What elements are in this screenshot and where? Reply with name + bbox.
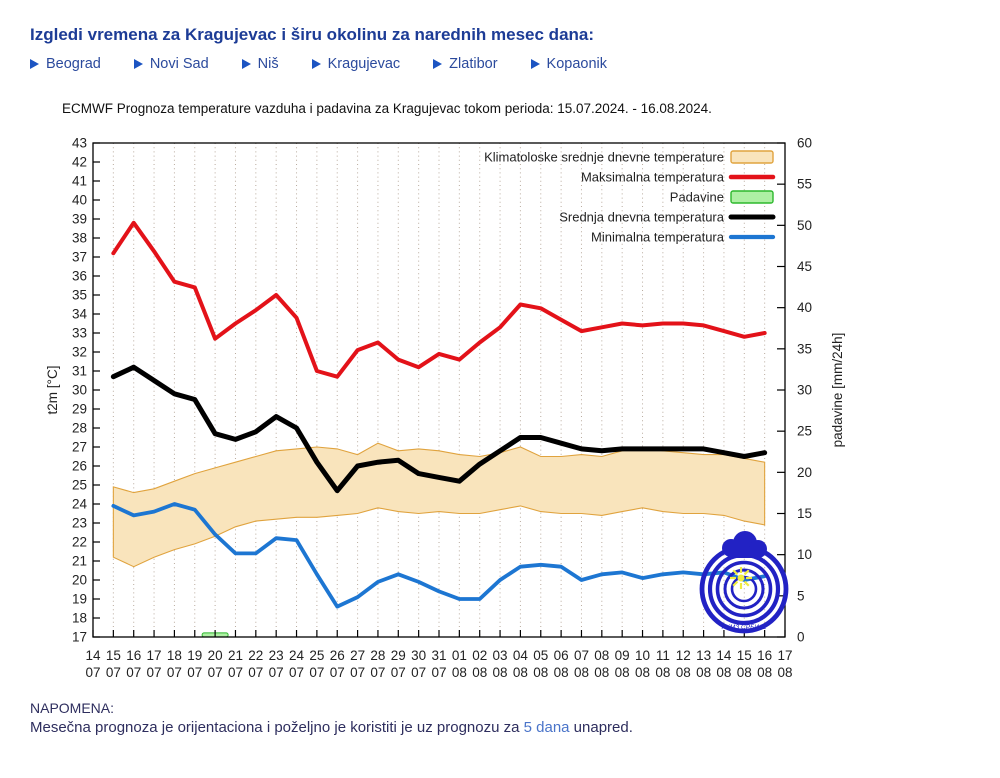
left-axis-label: 40 (71, 192, 87, 208)
x-axis-month-label: 08 (472, 665, 488, 680)
left-axis-label: 27 (71, 439, 87, 455)
x-axis-month-label: 08 (533, 665, 549, 680)
x-axis-day-label: 02 (472, 648, 488, 663)
x-axis-day-label: 27 (350, 648, 366, 663)
x-axis-day-label: 22 (248, 648, 264, 663)
x-axis-day-label: 10 (635, 648, 651, 663)
x-axis-month-label: 08 (553, 665, 569, 680)
nav-link-kragujevac[interactable] (312, 56, 401, 72)
left-axis-label: 26 (71, 458, 87, 474)
x-axis-day-label: 14 (85, 648, 101, 663)
logo-text: РХМЗ СРБИЈЕ (721, 624, 767, 631)
x-axis-day-label: 26 (329, 648, 345, 663)
climatology-band (113, 443, 764, 567)
left-axis-title: t2m [°C] (45, 365, 60, 415)
x-axis-day-label: 06 (553, 648, 569, 663)
left-axis-label: 23 (71, 515, 87, 531)
x-axis-day-label: 11 (655, 648, 670, 663)
forecast-chart-container (45, 95, 875, 695)
x-axis-month-label: 07 (289, 665, 305, 680)
left-axis-label: 17 (71, 629, 87, 645)
x-axis-month-label: 07 (85, 665, 101, 680)
note-link-5-dana[interactable]: 5 dana (523, 719, 570, 736)
left-axis-label: 41 (71, 173, 87, 189)
left-axis-label: 36 (71, 268, 87, 284)
left-axis-label: 32 (71, 344, 87, 360)
legend-label: Maksimalna temperatura (580, 169, 724, 185)
x-axis-month-label: 07 (187, 665, 203, 680)
x-axis-month-label: 08 (614, 665, 630, 680)
x-axis-day-label: 29 (390, 648, 406, 663)
left-axis-label: 31 (71, 363, 87, 379)
right-axis-label: 50 (797, 217, 813, 233)
nav-link-zlatibor[interactable] (433, 56, 497, 72)
x-axis-day-label: 07 (573, 648, 589, 663)
left-axis-label: 22 (71, 534, 87, 550)
x-axis-day-label: 25 (309, 648, 325, 663)
legend (484, 150, 773, 245)
x-axis-day-label: 15 (736, 648, 752, 663)
x-axis-month-label: 07 (227, 665, 243, 680)
right-axis-label: 15 (797, 506, 813, 521)
arrow-icon (531, 59, 540, 69)
left-axis-label: 39 (71, 211, 87, 227)
x-axis-day-label: 20 (207, 648, 223, 663)
sun-icon (730, 567, 752, 589)
x-axis-month-label: 08 (492, 665, 508, 680)
x-axis-month-label: 08 (716, 665, 732, 680)
left-axis-label: 34 (71, 306, 87, 322)
legend-box-swatch (731, 151, 773, 163)
x-axis-month-label: 07 (309, 665, 325, 680)
left-axis-label: 24 (71, 496, 87, 512)
x-axis-month-label: 07 (370, 665, 386, 680)
right-axis-label: 20 (797, 464, 813, 480)
x-axis-month-label: 07 (105, 665, 121, 680)
x-axis-month-label: 08 (757, 665, 773, 680)
x-axis-day-label: 17 (777, 648, 793, 663)
city-nav (30, 56, 607, 72)
nav-link-label: Niš (257, 56, 279, 72)
x-axis-month-label: 07 (248, 665, 264, 680)
arrow-icon (312, 59, 321, 69)
x-axis-month-label: 07 (411, 665, 427, 680)
x-axis-month-label: 07 (126, 665, 142, 680)
nav-link-nis[interactable] (242, 56, 279, 72)
x-axis-day-label: 21 (227, 648, 243, 663)
left-axis-label: 20 (71, 572, 87, 588)
left-axis-label: 30 (71, 382, 87, 398)
x-axis-month-label: 07 (390, 665, 406, 680)
nav-link-label: Zlatibor (449, 56, 498, 72)
nav-link-novi-sad[interactable] (134, 56, 209, 72)
page-title: Izgledi vremena za Kragujevac i širu okolinu za narednih mesec dana: (30, 25, 595, 45)
x-axis-day-label: 18 (166, 648, 182, 663)
note-text: Mesečna prognoza je orijentaciona i poželjno je koristiti je uz prognozu za (30, 719, 524, 736)
right-axis-label: 40 (797, 300, 813, 316)
x-axis-month-label: 07 (350, 665, 366, 680)
note-body (30, 719, 633, 736)
x-axis-month-label: 08 (573, 665, 589, 680)
nav-link-label: Beograd (46, 56, 101, 72)
cloud-icon (722, 531, 767, 558)
x-axis-month-label: 08 (736, 665, 752, 680)
left-axis-label: 38 (71, 230, 87, 246)
note-heading: NAPOMENA: (30, 700, 115, 716)
note-text-after: unapred. (569, 719, 633, 736)
forecast-chart (45, 95, 875, 695)
right-axis-label: 60 (797, 135, 813, 151)
x-axis-day-label: 28 (370, 648, 386, 663)
right-axis-label: 10 (797, 547, 813, 563)
legend-label: Padavine (669, 189, 724, 205)
x-axis-day-label: 16 (757, 648, 773, 663)
right-axis-label: 25 (797, 423, 813, 439)
x-axis-month-label: 08 (512, 665, 528, 680)
legend-label: Minimalna temperatura (591, 229, 724, 245)
left-axis-label: 29 (71, 401, 87, 417)
chart-title: ECMWF Prognoza temperature vazduha i padavina za Kragujevac tokom perioda: 15.07.2024. - 16.08.2024. (62, 101, 712, 116)
left-axis-label: 42 (71, 154, 87, 170)
left-axis-label: 25 (71, 477, 87, 493)
arrow-icon (433, 59, 442, 69)
x-axis-day-label: 12 (675, 648, 691, 663)
nav-link-kopaonik[interactable] (531, 56, 607, 72)
x-axis-day-label: 14 (716, 648, 732, 663)
x-axis-month-label: 07 (431, 665, 447, 680)
x-axis-day-label: 09 (614, 648, 630, 663)
arrow-icon (30, 59, 39, 69)
x-axis-day-label: 13 (696, 648, 712, 663)
left-axis-label: 37 (71, 249, 87, 265)
x-axis-day-label: 15 (105, 648, 121, 663)
x-axis-day-label: 05 (533, 648, 549, 663)
nav-link-label: Kragujevac (327, 56, 401, 72)
x-axis-month-label: 07 (329, 665, 345, 680)
right-axis-title: padavine [mm/24h] (830, 332, 845, 448)
x-axis-month-label: 07 (207, 665, 223, 680)
x-axis-month-label: 08 (451, 665, 467, 680)
left-axis-label: 19 (71, 591, 87, 607)
x-axis-day-label: 24 (289, 648, 305, 663)
x-axis-day-label: 16 (126, 648, 142, 663)
nav-link-label: Kopaonik (546, 56, 607, 72)
x-axis-month-label: 08 (635, 665, 651, 680)
left-axis-label: 21 (71, 553, 87, 569)
x-axis-day-label: 23 (268, 648, 284, 663)
x-axis-day-label: 17 (146, 648, 162, 663)
arrow-icon (134, 59, 143, 69)
right-axis-label: 35 (797, 341, 813, 357)
right-axis-label: 55 (797, 176, 813, 192)
left-axis-label: 35 (71, 287, 87, 303)
x-axis-month-label: 07 (146, 665, 162, 680)
x-axis-month-label: 08 (594, 665, 610, 680)
legend-box-swatch (731, 191, 773, 203)
x-axis-month-label: 08 (675, 665, 691, 680)
x-axis-day-label: 08 (594, 648, 610, 663)
x-axis-day-label: 31 (431, 648, 447, 663)
x-axis-month-label: 08 (777, 665, 793, 680)
x-axis-month-label: 07 (268, 665, 284, 680)
right-axis-label: 30 (797, 382, 813, 398)
x-axis-month-label: 08 (696, 665, 712, 680)
x-axis-month-label: 08 (655, 665, 671, 680)
x-axis-day-label: 03 (492, 648, 508, 663)
legend-label: Srednja dnevna temperatura (559, 209, 724, 225)
x-axis-month-label: 07 (166, 665, 182, 680)
nav-link-label: Novi Sad (149, 56, 209, 72)
legend-label: Klimatoloske srednje dnevne temperature (484, 149, 724, 165)
nav-link-beograd[interactable] (30, 56, 101, 72)
x-axis-day-label: 04 (512, 648, 528, 663)
left-axis-label: 43 (71, 135, 87, 151)
x-axis-day-label: 19 (187, 648, 203, 663)
left-axis-label: 28 (71, 420, 87, 436)
x-axis-day-label: 30 (411, 648, 427, 663)
right-axis-label: 0 (797, 629, 805, 645)
right-axis-label: 5 (797, 588, 805, 604)
max-temp-line (113, 223, 764, 377)
x-axis-day-label: 01 (451, 648, 467, 663)
left-axis-label: 18 (71, 610, 87, 626)
right-axis-label: 45 (797, 259, 813, 274)
left-axis-label: 33 (71, 325, 87, 341)
arrow-icon (242, 59, 251, 69)
